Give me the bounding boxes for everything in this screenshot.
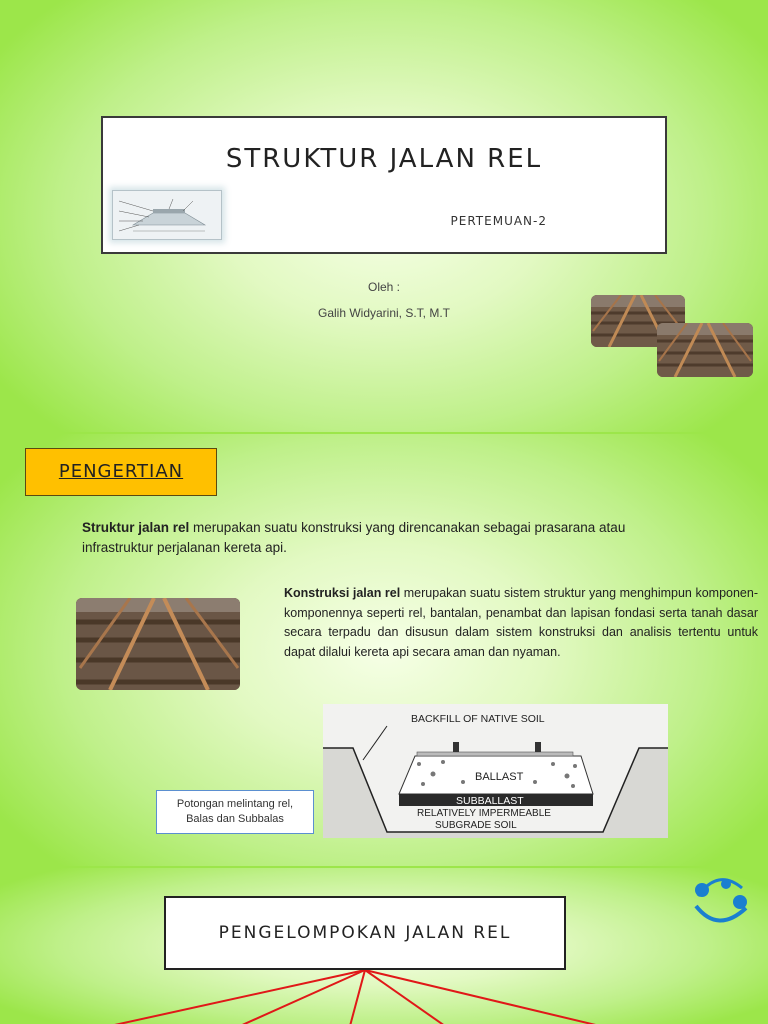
label-ballast: BALLAST: [475, 771, 524, 783]
caption-line-1: Potongan melintang rel,: [176, 798, 294, 810]
cross-section-thumbnail: [112, 190, 222, 240]
slide-title: STRUKTUR JALAN REL: [225, 144, 543, 174]
railway-track-photo: [76, 598, 240, 690]
track-cross-section-diagram: [323, 704, 668, 838]
author-label: Oleh :: [367, 280, 400, 294]
heading-pengertian-text: PENGERTIAN: [58, 461, 184, 482]
heading-pengertian: [25, 448, 217, 496]
author-name: Galih Widyarini, S.T, M.T: [317, 306, 451, 320]
label-backfill: BACKFILL OF NATIVE SOIL: [411, 713, 545, 725]
diagram-caption: [156, 790, 314, 834]
classification-slide: [0, 868, 768, 1024]
definition-slide: [0, 434, 768, 866]
para1-body: merupakan suatu konstruksi yang direncanakan sebagai prasarana atau infrastruktur perjalanan kereta api.: [82, 520, 626, 555]
label-subballast: SUBBALLAST: [456, 795, 524, 807]
title-box: [101, 116, 667, 254]
label-subgrade-1: RELATIVELY IMPERMEABLE: [417, 808, 551, 819]
slide-subtitle: PERTEMUAN-2: [450, 214, 547, 228]
classification-heading-text: PENGELOMPOKAN JALAN REL: [218, 923, 512, 943]
railway-photo-2: [657, 323, 753, 377]
definition-paragraph-2: [284, 584, 758, 662]
para2-body: merupakan suatu sistem struktur yang menghimpun komponen-komponennya seperti rel, bantalan, penambat dan lapisan fondasi serta tanah dasar secara terpadu dan disusun dalam sistem konstruksi dan analisis tertentu untuk dapat dilalui kereta api secara aman dan nyaman.: [284, 586, 758, 659]
para1-term: Struktur jalan rel: [82, 520, 190, 535]
para2-term: Konstruksi jalan rel: [284, 586, 401, 600]
definition-paragraph-1: [82, 518, 642, 558]
title-slide: [0, 0, 768, 432]
brand-logo-icon: [688, 872, 752, 928]
classification-heading: [164, 896, 566, 970]
label-subgrade-2: SUBGRADE SOIL: [435, 820, 517, 831]
caption-line-2: Balas dan Subbalas: [186, 813, 284, 825]
